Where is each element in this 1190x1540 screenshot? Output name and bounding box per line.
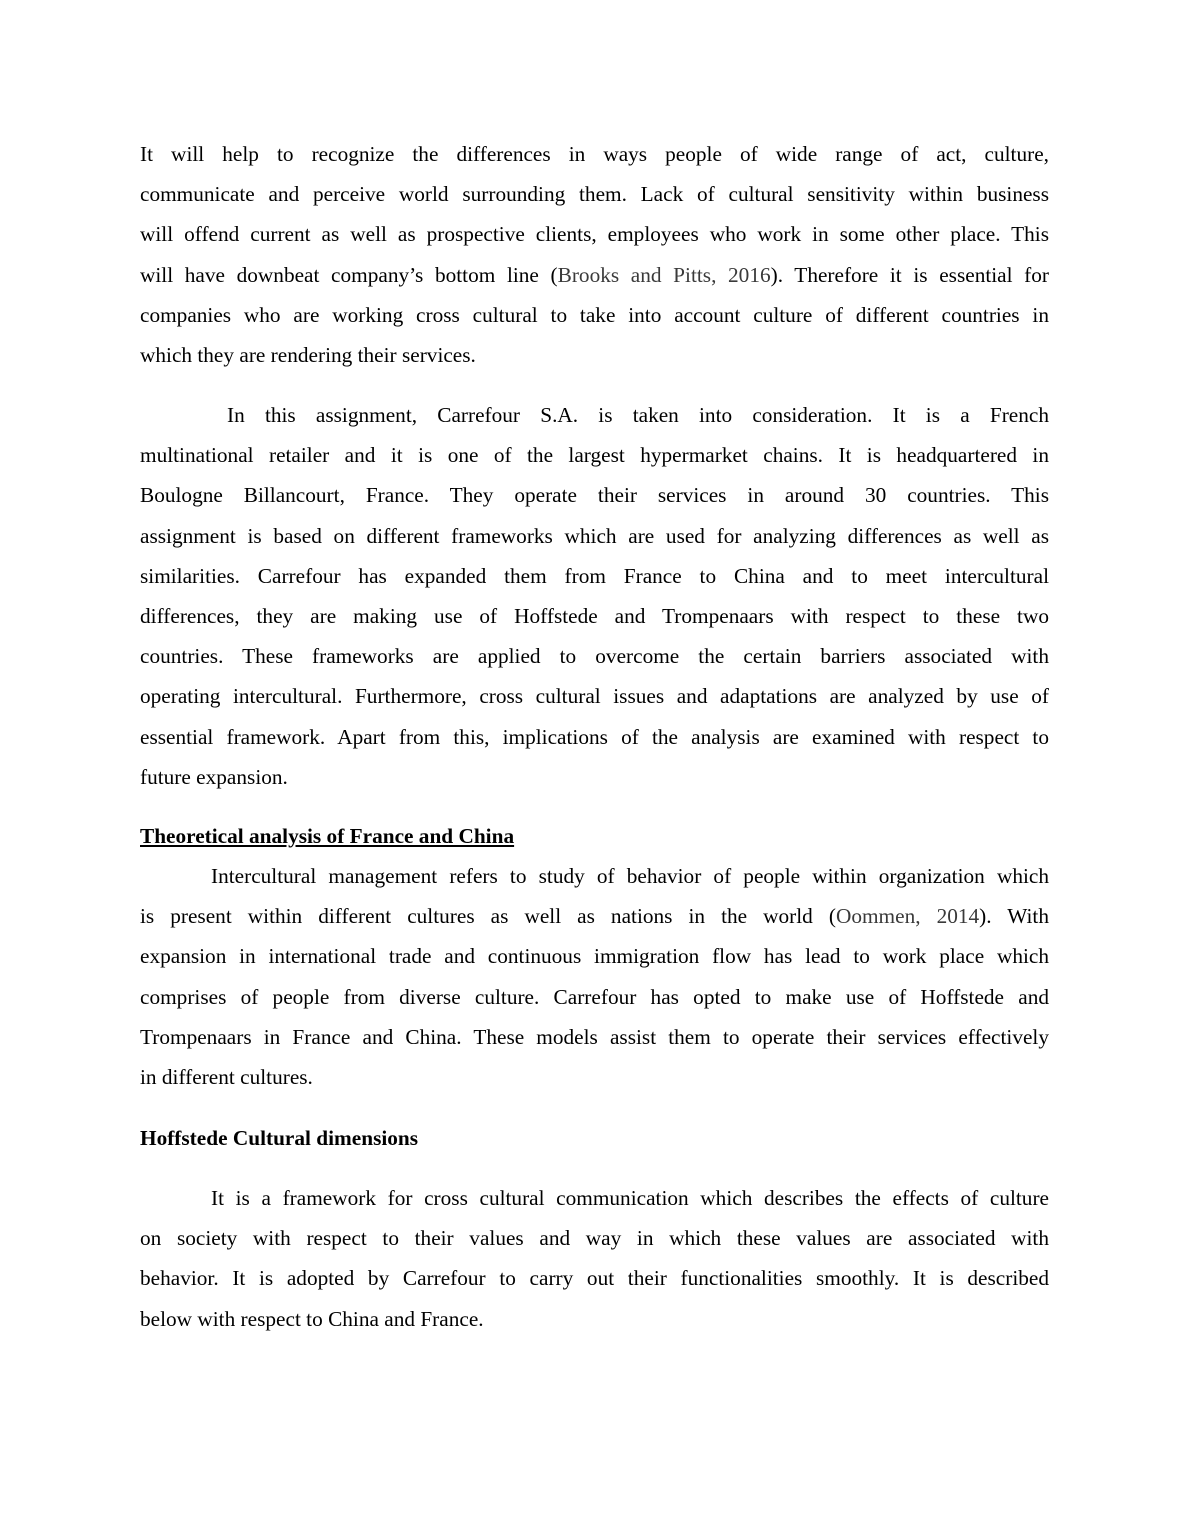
text-line	[140, 896, 1049, 936]
paragraph-intercultural-management	[140, 856, 1049, 1097]
citation: Brooks and Pitts, 2016	[557, 262, 771, 287]
text-segment: operating intercultural. Furthermore, cross cultural issues and adaptations are analyzed by use of	[140, 684, 1049, 709]
text-line	[140, 214, 1049, 254]
text-segment: behavior. It is adopted by Carrefour to carry out their functionalities smoothly. It is described	[140, 1266, 1049, 1291]
text-line	[140, 475, 1049, 515]
text-segment: is present within different cultures as well as nations in the world (	[140, 904, 836, 929]
text-line	[140, 1017, 1049, 1057]
paragraph-hoffstede-framework	[140, 1178, 1049, 1339]
text-segment: differences, they are making use of Hoffstede and Trompenaars with respect to these two	[140, 603, 1049, 628]
text-line	[140, 435, 1049, 475]
text-line	[140, 856, 1049, 896]
text-line	[140, 936, 1049, 976]
text-line	[140, 395, 1049, 435]
citation: Oommen, 2014	[835, 904, 980, 929]
text-segment: companies who are working cross cultural to take into account culture of different countries in	[140, 302, 1049, 327]
text-segment: will have downbeat company’s bottom line (	[140, 262, 558, 287]
text-line	[140, 596, 1049, 636]
text-line	[140, 1057, 1049, 1097]
text-line	[140, 134, 1049, 174]
text-segment: Trompenaars in France and China. These models assist them to operate their services effectively	[140, 1024, 1049, 1049]
paragraph-cultural-sensitivity	[140, 134, 1049, 375]
text-line	[140, 556, 1049, 596]
paragraph-assignment-intro	[140, 395, 1049, 797]
text-segment: on society with respect to their values and way in which these values are associated with	[140, 1226, 1049, 1251]
text-segment: below with respect to China and France.	[140, 1306, 484, 1331]
text-segment: which they are rendering their services.	[140, 342, 476, 367]
text-segment: Intercultural management refers to study of behavior of people within organization which	[211, 864, 1049, 888]
text-segment: similarities. Carrefour has expanded them from France to China and to meet intercultural	[140, 563, 1049, 588]
text-segment: essential framework. Apart from this, implications of the analysis are examined with respect to	[140, 724, 1049, 749]
text-segment: assignment is based on different frameworks which are used for analyzing differences as well as	[140, 523, 1049, 548]
text-segment: ). Therefore it is essential for	[770, 262, 1050, 287]
text-segment: future expansion.	[140, 764, 288, 789]
text-line	[140, 977, 1049, 1017]
text-line	[140, 1178, 1049, 1218]
text-line	[140, 676, 1049, 716]
text-segment: It will help to recognize the differences in ways people of wide range of act, culture,	[140, 142, 1049, 166]
text-segment: multinational retailer and it is one of the largest hypermarket chains. It is headquartered in	[140, 443, 1049, 468]
text-line	[140, 1218, 1049, 1258]
text-segment: comprises of people from diverse culture. Carrefour has opted to make use of Hoffstede and	[140, 984, 1049, 1009]
text-segment: countries. These frameworks are applied to overcome the certain barriers associated with	[140, 644, 1049, 669]
text-segment: Boulogne Billancourt, France. They operate their services in around 30 countries. This	[140, 483, 1049, 508]
text-segment: communicate and perceive world surrounding them. Lack of cultural sensitivity within business	[140, 182, 1049, 207]
text-line	[140, 757, 1049, 797]
text-line	[140, 335, 1049, 375]
text-line	[140, 636, 1049, 676]
text-line	[140, 295, 1049, 335]
text-line	[140, 174, 1049, 214]
text-line	[140, 255, 1049, 295]
text-line	[140, 1299, 1049, 1339]
text-line	[140, 717, 1049, 757]
text-line	[140, 516, 1049, 556]
section-heading-theoretical-analysis: Theoretical analysis of France and China	[140, 824, 515, 848]
text-segment: in different cultures.	[140, 1064, 313, 1089]
text-segment: In this assignment, Carrefour S.A. is taken into consideration. It is a French	[227, 403, 1049, 427]
text-line	[140, 1258, 1049, 1298]
text-segment: will offend current as well as prospective clients, employees who work in some other place. This	[140, 222, 1049, 247]
text-segment: expansion in international trade and continuous immigration flow has lead to work place which	[140, 944, 1049, 969]
section-heading-hoffstede: Hoffstede Cultural dimensions	[140, 1126, 419, 1150]
text-segment: It is a framework for cross cultural communication which describes the effects of culture	[211, 1186, 1049, 1210]
text-segment: ). With	[979, 904, 1049, 929]
